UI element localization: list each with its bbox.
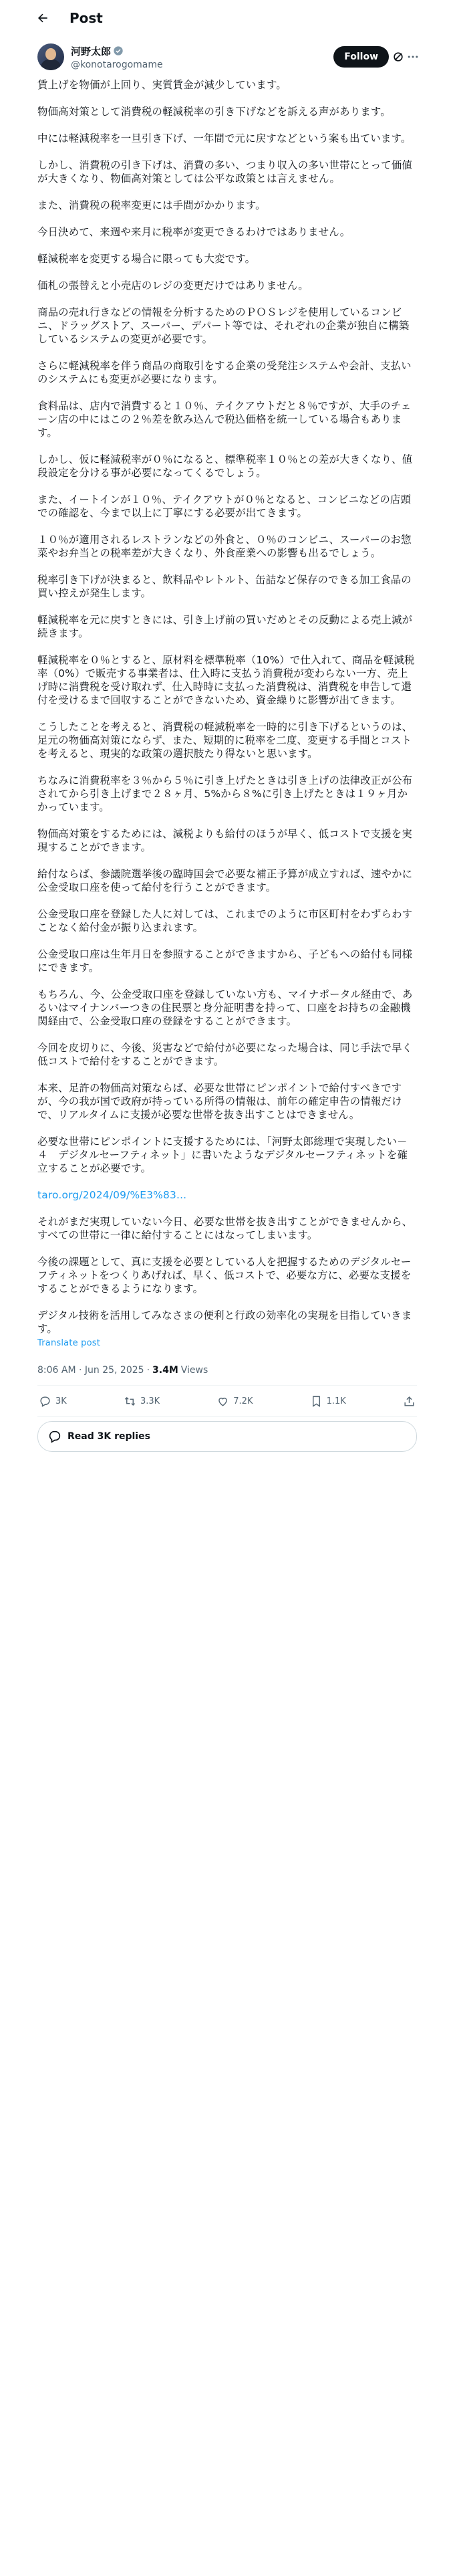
post-paragraph: デジタル技術を活用してみなさまの便利と行政の効率化の実現を目指していきます。 [37,1309,412,1335]
author-names [71,44,163,70]
follow-button[interactable]: Follow [333,46,389,68]
post-paragraph: 給付ならば、参議院選挙後の臨時国会で必要な補正予算が成立すれば、速やかに公金受取口座を使って給付を行うことができます。 [37,868,413,893]
verified-icon [113,45,124,56]
views-count: 3.4M [152,1365,178,1376]
bookmark-button[interactable] [310,1395,346,1408]
read-replies-label: Read 3K replies [67,1431,150,1442]
grok-icon[interactable] [392,50,405,64]
post-paragraph: 公金受取口座は生年月日を参照することができますから、子どもへの給付も同様にできます。 [37,948,413,974]
post-paragraph: 食料品は、店内で消費すると１０％、テイクアウトだと８％ですが、大手のチェーン店の中にはこの２％差を飲み込んで税込価格を統一している場合もあります。 [37,400,412,439]
post-paragraph: １０％が適用されるレストランなどの外食と、０％のコンビニ、スーパーのお惣菜やお弁当との税率差が大きくなり、外食産業への影響も出るでしょう。 [37,534,412,559]
post-paragraph: 軽減税率を０％とすると、原材料を標準税率（10%）で仕入れて、商品を軽減税率（0%）で販売する事業者は、仕入時に支払う消費税が変わらない一方、売上げ時に消費税を受け取れず、仕入時時に支払った消費税は、消費税を申告して還付を受けるまで回収することができないため、資金繰りに影響が出てきます。 [37,654,415,706]
post-paragraph: 公金受取口座を登録した人に対しては、これまでのように市区町村をわずらわすことなく給付金が振り込まれます。 [37,908,413,934]
reply-button[interactable] [39,1395,67,1408]
post-paragraph: また、イートインが１０％、テイクアウトが０％となると、コンビニなどの店頭での確認を、今まで以上に丁寧にする必要が出てきます。 [37,494,412,519]
post-paragraph: 物価高対策として消費税の軽減税率の引き下げなどを訴える声があります。 [37,106,391,118]
post-paragraph: 今回を皮切りに、今後、災害などで給付が必要になった場合は、同じ手法で早く低コストで給付をすることができます。 [37,1042,413,1067]
post-paragraph: ちなみに消費税率を３％から５％に引き上げたときは引き上げの法律改正が公布されてから引き上げまで２８ヶ月、5%から８%に引き上げたときは１９ヶ月かかっています。 [37,774,413,813]
views-label: Views [180,1365,208,1376]
action-bar [37,1386,417,1416]
post-paragraph: もちろん、今、公金受取口座を登録していない方も、マイナポータル経由で、あるいはマイナンバーつきの住民票と身分証明書を持って、口座をお持ちの金融機関経由で、公金受取口座の登録をすることができます。 [37,988,413,1027]
post-paragraph: 物価高対策をするためには、減税よりも給付のほうが早く、低コストで支援を実現することができます。 [37,828,412,853]
meta-separator: · [146,1365,150,1376]
post-paragraph: しかし、仮に軽減税率が０％になると、標準税率１０％との差が大きくなり、値段設定を分ける事が必要になってくるでしょう。 [37,453,413,479]
repost-button[interactable] [124,1395,160,1408]
chat-bubble-icon [47,1429,62,1444]
post-paragraph: それがまだ実現していない今日、必要な世帯を抜き出すことができませんから、すべての世帯に一律に給付することにはなってしまいます。 [37,1216,413,1241]
author-row [37,42,417,72]
post-timestamp[interactable]: 8:06 AM · Jun 25, 2025 [37,1365,144,1376]
post-text [37,78,417,1350]
post-paragraph: 商品の売れ行きなどの情報を分析するためのＰＯＳレジを使用しているコンビニ、ドラッグストア、スーパー、デパート等では、それぞれの企業が独自に構築しているシステムの変更が必要です。 [37,306,410,345]
post-meta [37,1365,417,1376]
avatar[interactable] [37,43,64,70]
repost-icon [124,1395,136,1408]
like-count: 7.2K [233,1396,253,1406]
page-title: Post [69,9,103,26]
back-button[interactable] [29,5,56,31]
post-paragraph: こうしたことを考えると、消費税の軽減税率を一時的に引き下げるというのは、足元の物価高対策にならず、また、短期的に税率を二度、変更する手間とコストを考えると、現実的な政策の選択肢たり得ないと思います。 [37,721,413,760]
bookmark-icon [310,1395,323,1408]
post-paragraph: 税率引き下げが決まると、飲料品やレトルト、缶詰など保存のできる加工食品の買い控えが発生します。 [37,574,412,599]
post-paragraph: 賃上げを物価が上回り、実質賃金が減少しています。 [37,79,287,91]
divider [37,1416,417,1417]
arrow-left-icon [36,11,49,25]
repost-count: 3.3K [140,1396,160,1406]
post-paragraph: また、消費税の税率変更には手間がかかります。 [37,199,266,211]
translate-post-link[interactable]: Translate post [37,1338,101,1348]
top-bar [0,0,451,35]
post-link[interactable]: taro.org/2024/09/%E3%83... [37,1189,187,1201]
reply-count: 3K [55,1396,67,1406]
post-paragraph: 価札の張替えと小売店のレジの変更だけではありません。 [37,280,309,292]
post-paragraph: 軽減税率を変更する場合に限っても大変です。 [37,253,256,265]
reply-icon [39,1395,51,1408]
post-paragraph: 今後の課題として、真に支援を必要としている人を把握するためのデジタルセーフティネットをつくりあげれば、早く、低コストで、必要な方に、必要な支援をすることができるようになります。 [37,1256,412,1295]
like-button[interactable] [216,1395,253,1408]
post [37,42,417,1452]
post-paragraph: 中には軽減税率を一旦引き下げ、一年間で元に戻すなどという案も出ています。 [37,132,412,144]
heart-icon [216,1395,229,1408]
share-button[interactable] [403,1395,416,1408]
more-icon[interactable] [406,50,420,64]
post-paragraph: 今日決めて、来週や来月に税率が変更できるわけではありません。 [37,226,351,238]
author-handle[interactable]: @konotarogomame [71,59,163,70]
read-replies-button[interactable] [37,1421,417,1452]
post-paragraph: しかし、消費税の引き下げは、消費の多い、つまり収入の多い世帯にとって価値が大きくなり、物価高対策としては公平な政策とは言えません。 [37,159,412,185]
post-paragraph: さらに軽減税率を伴う商品の商取引をする企業の受発注システムや会計、支払いのシステムにも変更が必要になります。 [37,360,412,385]
post-paragraph: 必要な世帯にピンポイントに支援するためには、「河野太郎総理で実現したい－４ デジタルセーフティネット」に書いたようなデジタルセーフティネットを確立することが必要です。 [37,1136,408,1174]
post-paragraph: 軽減税率を元に戻すときには、引き上げ前の買いだめとその反動による売上減が続きます。 [37,614,413,639]
share-icon [403,1395,416,1408]
post-paragraph: 本来、足許の物価高対策ならば、必要な世帯にピンポイントで給付すべきですが、今の我が国で政府が持っている所得の情報は、前年の確定申告の情報だけで、リアルタイムに支援が必要な世帯を抜き出すことはできません。 [37,1082,402,1121]
bookmark-count: 1.1K [326,1396,346,1406]
author-name[interactable]: 河野太郎 [71,45,112,58]
